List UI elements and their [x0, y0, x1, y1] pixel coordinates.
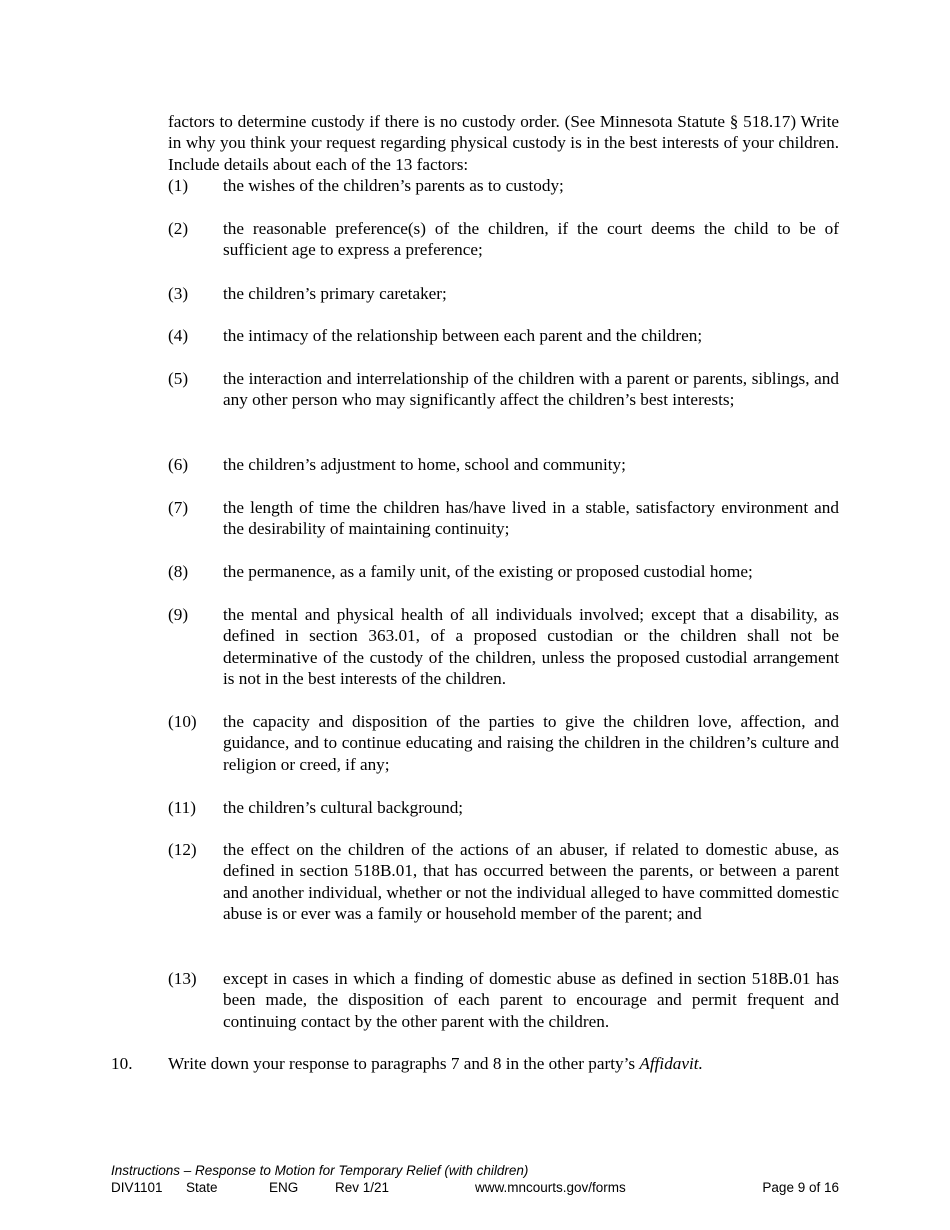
factor-number: (9): [168, 605, 189, 624]
jurisdiction: State: [186, 1180, 218, 1195]
factor-text: the children’s cultural background;: [223, 798, 464, 817]
item-text: [168, 1053, 839, 1074]
factor-text: the mental and physical health of all individuals involved; except that a disability, as defined in section 363.01, of a proposed custodian or the children shall not be determinative of the custody of the children, unless the proposed custodial arrangement is not in the best interests of the children.: [223, 605, 839, 689]
page-number: Page 9 of 16: [762, 1180, 839, 1195]
factor-text: the children’s primary caretaker;: [223, 284, 447, 303]
factor-number: (3): [168, 284, 189, 303]
factor-item: [168, 968, 839, 1032]
item-number: 10.: [111, 1054, 133, 1073]
numbered-item-10: [111, 1053, 839, 1074]
factor-number: (2): [168, 219, 189, 238]
factor-item: [168, 711, 839, 775]
factor-text: the intimacy of the relationship between each parent and the children;: [223, 326, 703, 345]
factor-item: [168, 218, 839, 261]
factor-number: (1): [168, 176, 189, 195]
factor-number: (6): [168, 455, 189, 474]
forms-url: www.mncourts.gov/forms: [475, 1180, 626, 1195]
intro-paragraph: factors to determine custody if there is no custody order. (See Minnesota Statute § 518.17) Write in why you think your request regarding physical custody is in the best interests of your children. Include details about each of the 13 factors:: [168, 112, 839, 174]
footer-title: Instructions – Response to Motion for Temporary Relief (with children): [111, 1163, 529, 1178]
factor-text: the length of time the children has/have lived in a stable, satisfactory environment and the desirability of maintaining continuity;: [223, 498, 839, 539]
item-text-emphasis: Affidavit.: [639, 1054, 703, 1073]
revision: Rev 1/21: [335, 1180, 390, 1195]
factor-item: [168, 497, 839, 540]
factor-number: (4): [168, 326, 189, 345]
form-number: DIV1101: [111, 1180, 163, 1195]
factor-item: [168, 604, 839, 690]
factor-text: the effect on the children of the actions of an abuser, if related to domestic abuse, as defined in section 518B.01, that has occurred between the parents, or between a parent and another individual, whether or not the individual alleged to have committed domestic abuse is or ever was a family or household member of the parent; and: [223, 840, 839, 924]
item-text-main: Write down your response to paragraphs 7 and 8 in the other party’s: [168, 1054, 640, 1073]
factor-text: the permanence, as a family unit, of the existing or proposed custodial home;: [223, 562, 753, 581]
factor-number: (7): [168, 498, 189, 517]
factor-item: [168, 368, 839, 411]
factor-item: [168, 839, 839, 925]
factor-text: the reasonable preference(s) of the children, if the court deems the child to be of sufficient age to express a preference;: [223, 219, 839, 260]
factor-number: (11): [168, 798, 196, 817]
factor-text: the interaction and interrelationship of the children with a parent or parents, siblings, and any other person who may significantly affect the children’s best interests;: [223, 369, 839, 410]
factor-number: (8): [168, 562, 189, 581]
page-footer: [111, 1162, 839, 1196]
factor-item: [168, 454, 839, 475]
factor-number: (12): [168, 840, 197, 859]
language-code: ENG: [269, 1180, 299, 1195]
factor-text: the children’s adjustment to home, school and community;: [223, 455, 626, 474]
factor-item: [168, 175, 839, 196]
footer-info-row: [111, 1179, 839, 1196]
factor-item: [168, 325, 839, 346]
factor-number: (5): [168, 369, 189, 388]
factor-text: the wishes of the children’s parents as to custody;: [223, 176, 564, 195]
factor-text: except in cases in which a finding of domestic abuse as defined in section 518B.01 has been made, the disposition of each parent to encourage and permit frequent and continuing contact by the other parent with the children.: [223, 969, 839, 1031]
factor-number: (13): [168, 969, 197, 988]
factor-number: (10): [168, 712, 197, 731]
factor-text: the capacity and disposition of the parties to give the children love, affection, and guidance, and to continue educating and raising the children in the children’s culture and religion or creed, if any;: [223, 712, 839, 774]
factor-item: [168, 561, 839, 582]
factor-item: [168, 283, 839, 304]
factor-item: [168, 797, 839, 818]
